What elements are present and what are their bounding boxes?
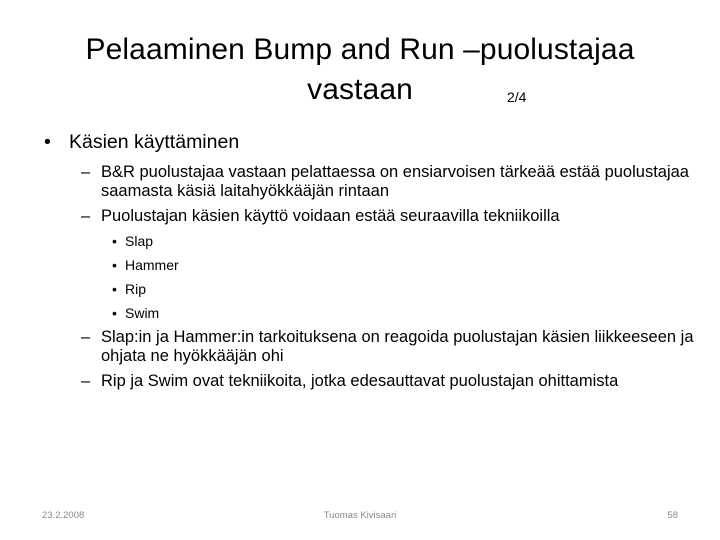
dash-icon: – <box>81 328 91 346</box>
sub-item-text: B&R puolustajaa vastaan pelattaessa on ensiarvoisen tärkeää estää puolustajaa saamasta käsiä laitahyökkääjän rintaan <box>101 163 689 200</box>
bullet-item-hand-use <box>44 130 694 155</box>
technique-text: Slap <box>125 233 154 249</box>
page-indicator: 2/4 <box>507 89 527 105</box>
sub-item-slap-hammer-purpose <box>81 328 694 366</box>
sub-item-text: Puolustajan käsien käyttö voidaan estää seuraavilla tekniikoilla <box>101 207 560 225</box>
footer-page-number: 58 <box>667 510 678 521</box>
footer-date: 23.2.2008 <box>42 510 85 521</box>
bullet-dot-icon: • <box>112 281 117 297</box>
sub-item-text: Slap:in ja Hammer:in tarkoituksena on reagoida puolustajan käsien liikkeeseen ja ohjata ne hyökkääjän ohi <box>101 328 694 365</box>
dash-icon: – <box>81 372 91 390</box>
technique-item-swim <box>112 304 694 322</box>
sub-item-text: Rip ja Swim ovat tekniikoita, jotka edesauttavat puolustajan ohittamista <box>101 372 619 390</box>
technique-text: Swim <box>125 305 160 321</box>
bullet-text: Käsien käyttäminen <box>69 131 240 153</box>
technique-item-rip <box>112 280 694 298</box>
bullet-dot-icon: • <box>112 233 117 249</box>
slide-body <box>44 130 694 397</box>
slide-title <box>36 30 684 110</box>
slide-title-line-2: vastaan <box>307 73 413 106</box>
sub-item-prevention-techniques <box>81 207 694 226</box>
dash-icon: – <box>81 207 91 225</box>
footer-author: Tuomas Kivisaari <box>323 510 397 521</box>
bullet-dot-icon: • <box>112 257 117 273</box>
bullet-dot-icon: • <box>44 131 51 153</box>
technique-item-hammer <box>112 256 694 274</box>
dash-icon: – <box>81 163 91 181</box>
slide-title-line-1: Pelaaminen Bump and Run –puolustajaa <box>85 33 635 66</box>
sub-item-br-importance <box>81 163 694 201</box>
technique-item-slap <box>112 232 694 250</box>
sub-item-rip-swim-purpose <box>81 372 694 391</box>
bullet-dot-icon: • <box>112 305 117 321</box>
technique-text: Rip <box>125 281 147 297</box>
technique-text: Hammer <box>125 257 179 273</box>
